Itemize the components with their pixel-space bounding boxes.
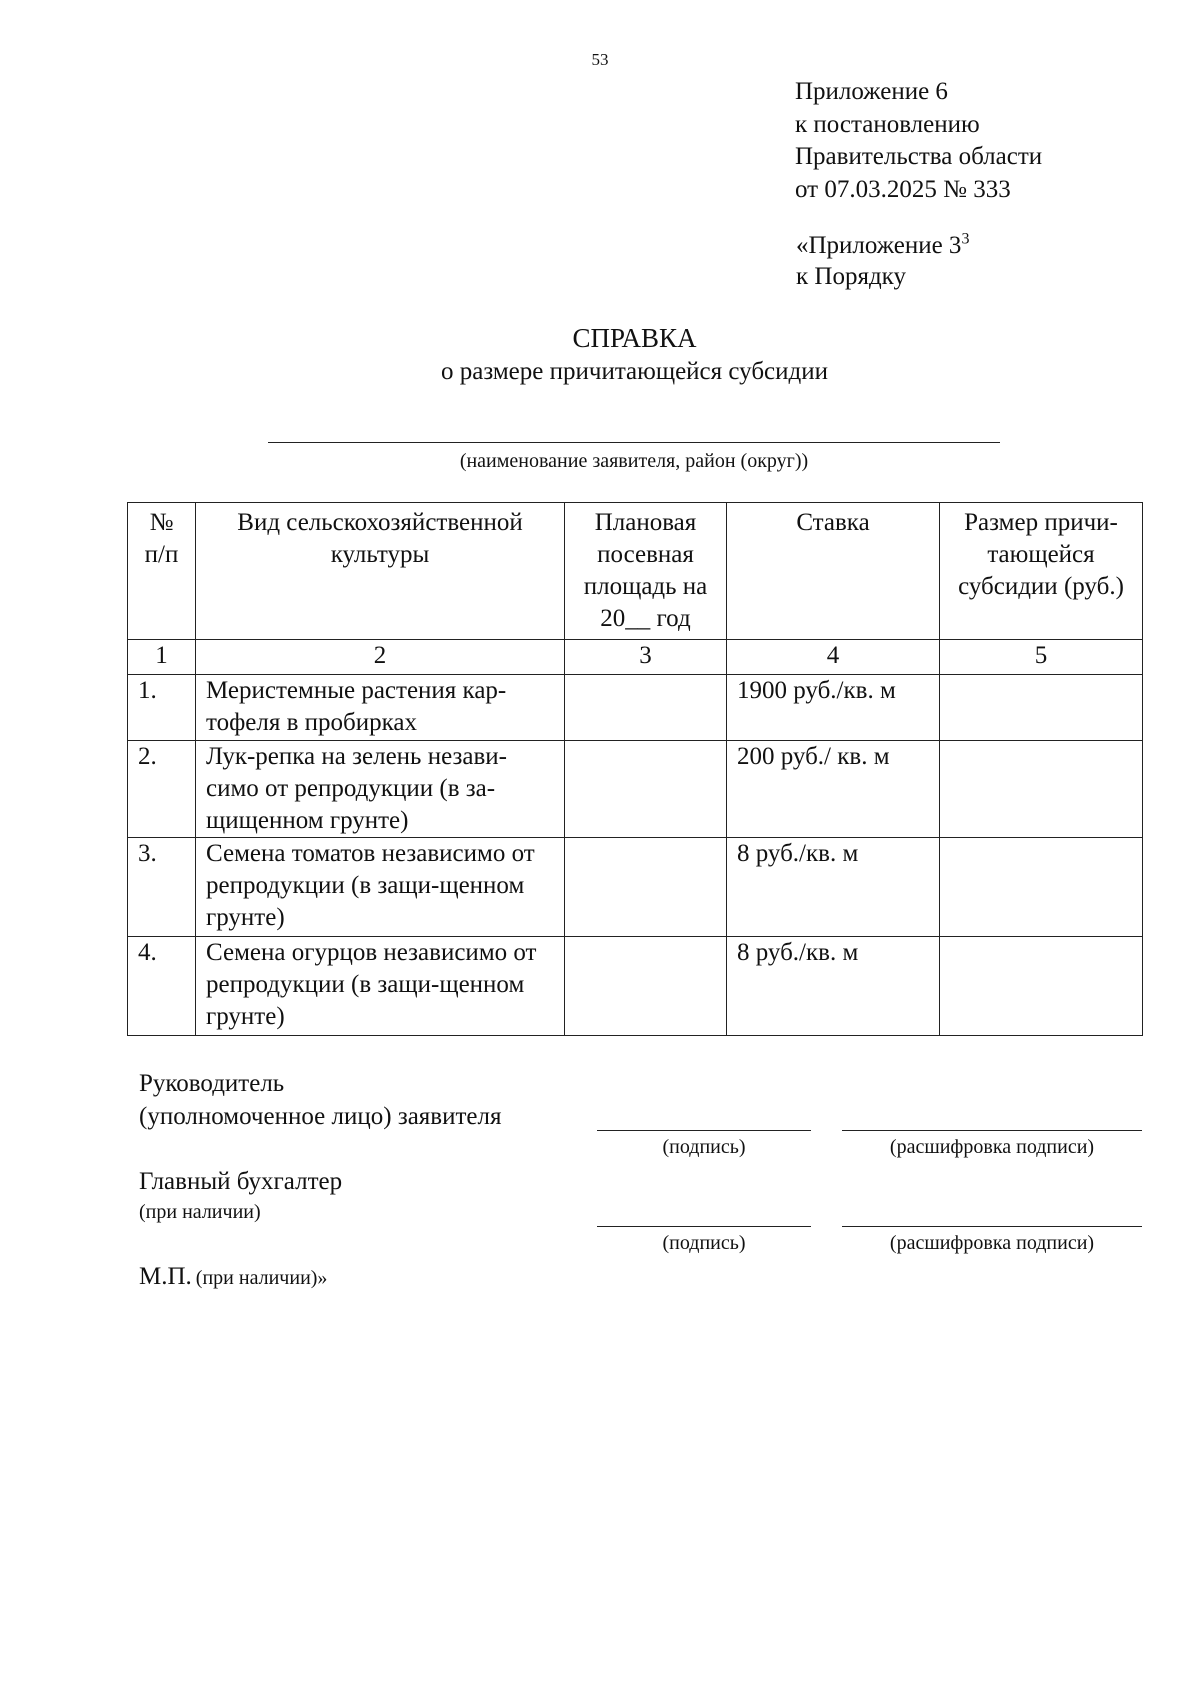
column-number: 3 bbox=[565, 640, 727, 675]
row-rate: 200 руб./ кв. м bbox=[727, 741, 940, 838]
row-number: 3. bbox=[128, 838, 196, 937]
appendix-line-2: к постановлению bbox=[795, 110, 980, 138]
accountant-signature-line bbox=[597, 1226, 811, 1227]
accountant-note: (при наличии) bbox=[139, 1201, 261, 1223]
row-amount bbox=[940, 741, 1143, 838]
header-area: Плановая посевная площадь на 20__ год bbox=[565, 503, 727, 640]
stamp-label: М.П. bbox=[139, 1263, 192, 1290]
stamp-note: (при наличии)» bbox=[195, 1267, 328, 1289]
subsidy-table bbox=[127, 502, 1143, 1036]
reference-line-2: к Порядку bbox=[796, 263, 906, 290]
table-row bbox=[128, 741, 1143, 838]
row-amount bbox=[940, 838, 1143, 937]
head-signature-caption: (подпись) bbox=[662, 1136, 746, 1158]
head-label: Руководитель bbox=[139, 1070, 285, 1097]
stamp-block bbox=[139, 1261, 327, 1293]
header-crop: Вид сельскохозяйственной культуры bbox=[196, 503, 565, 640]
row-number: 2. bbox=[128, 741, 196, 838]
row-area bbox=[565, 838, 727, 937]
row-area bbox=[565, 937, 727, 1036]
table-row bbox=[128, 838, 1143, 937]
page-number: 53 bbox=[591, 50, 609, 69]
header-rate: Ставка bbox=[727, 503, 940, 640]
row-amount bbox=[940, 675, 1143, 741]
applicant-name-line bbox=[268, 442, 1000, 443]
table-row bbox=[128, 675, 1143, 741]
column-number-row bbox=[128, 640, 1143, 675]
column-number: 2 bbox=[196, 640, 565, 675]
row-rate: 1900 руб./кв. м bbox=[727, 675, 940, 741]
appendix-block bbox=[795, 76, 1042, 206]
reference-block bbox=[796, 230, 969, 292]
appendix-line-3: Правительства области bbox=[795, 143, 1043, 170]
row-rate: 8 руб./кв. м bbox=[727, 937, 940, 1036]
head-signature-line bbox=[597, 1130, 811, 1131]
accountant-decoding-caption: (расшифровка подписи) bbox=[889, 1232, 1095, 1254]
accountant-decoding-line bbox=[842, 1226, 1142, 1227]
column-number: 1 bbox=[128, 640, 196, 675]
row-number: 4. bbox=[128, 937, 196, 1036]
column-number: 5 bbox=[940, 640, 1143, 675]
row-crop: Семена огурцов независимо от репродукции (в защи-щенном грунте) bbox=[196, 937, 565, 1036]
appendix-line-4: от 07.03.2025 № 333 bbox=[795, 175, 1011, 203]
appendix-line-1: Приложение 6 bbox=[795, 78, 948, 105]
column-number: 4 bbox=[727, 640, 940, 675]
header-number: № п/п bbox=[128, 503, 196, 640]
row-amount bbox=[940, 937, 1143, 1036]
document-subtitle: о размере причитающейся субсидии bbox=[440, 358, 829, 385]
table-header-row bbox=[128, 503, 1143, 640]
row-area bbox=[565, 675, 727, 741]
row-crop: Семена томатов независимо от репродукции (в защи-щенном грунте) bbox=[196, 838, 565, 937]
row-crop: Лук-репка на зелень незави-симо от репродукции (в за-щищенном грунте) bbox=[196, 741, 565, 838]
applicant-caption: (наименование заявителя, район (округ)) bbox=[459, 450, 809, 472]
row-crop: Меристемные растения кар-тофеля в пробирках bbox=[196, 675, 565, 741]
accountant-signature-caption: (подпись) bbox=[662, 1232, 746, 1254]
row-rate: 8 руб./кв. м bbox=[727, 838, 940, 937]
head-authorized-label: (уполномоченное лицо) заявителя bbox=[139, 1103, 502, 1130]
document-title: СПРАВКА bbox=[572, 323, 697, 353]
head-decoding-line bbox=[842, 1130, 1142, 1131]
table-row bbox=[128, 937, 1143, 1036]
row-number: 1. bbox=[128, 675, 196, 741]
reference-superscript: 3 bbox=[961, 230, 970, 248]
head-decoding-caption: (расшифровка подписи) bbox=[889, 1136, 1095, 1158]
accountant-label: Главный бухгалтер bbox=[139, 1168, 343, 1195]
reference-line-1: «Приложение 3 bbox=[796, 232, 962, 259]
header-amount: Размер причи-тающейся субсидии (руб.) bbox=[940, 503, 1143, 640]
row-area bbox=[565, 741, 727, 838]
